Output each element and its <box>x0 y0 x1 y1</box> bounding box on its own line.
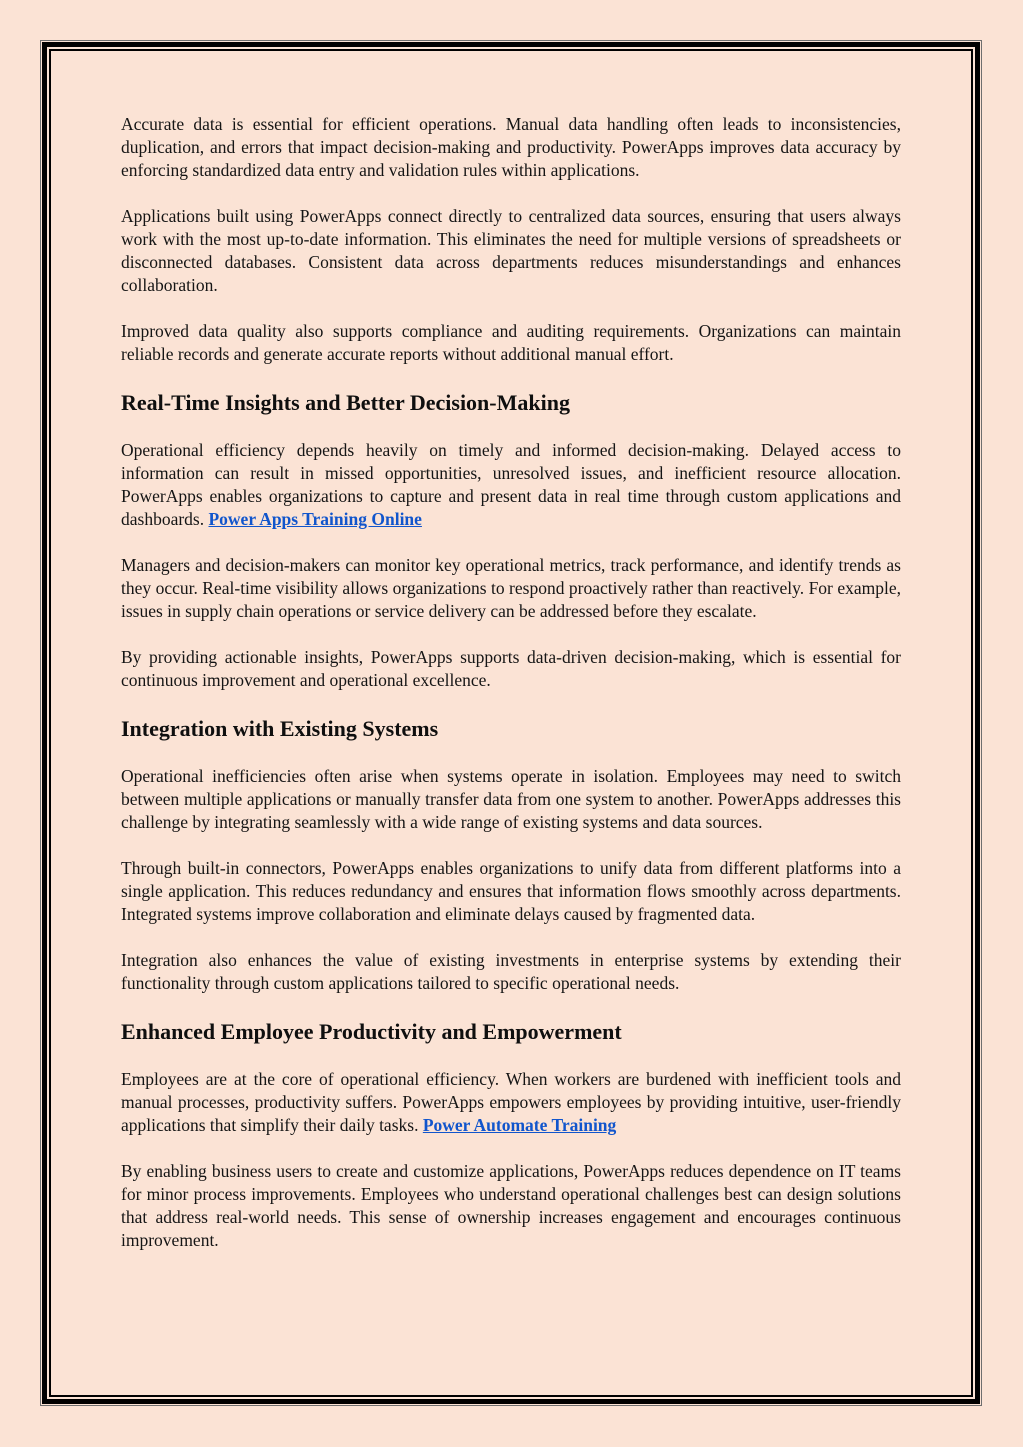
paragraph-realtime-1-text: Operational efficiency depends heavily on timely and informed decision-making. Delayed access to information can result in missed opportunities, unresolved issues, and inefficient resource allocation. PowerApps enables organizations to capture and present data in real time through custom applications and dashboards. <box>121 440 901 529</box>
paragraph-integration-2: Through built-in connectors, PowerApps enables organizations to unify data from different platforms into a single application. This reduces redundancy and ensures that information flows smoothly across departments. Integrated systems improve collaboration and eliminate delays caused by fragmented data. <box>121 858 901 924</box>
paragraph-integration-3: Integration also enhances the value of existing investments in enterprise systems by extending their functionality through custom applications tailored to specific operational needs. <box>121 950 901 993</box>
page-border-frame-thick <box>42 42 980 1404</box>
page-border-frame <box>40 40 982 1406</box>
paragraph-data-accuracy-3: Improved data quality also supports compliance and auditing requirements. Organizations can maintain reliable records and generate accurate reports without additional manual effort. <box>121 321 901 364</box>
link-power-automate-training[interactable]: Power Automate Training <box>422 1115 617 1135</box>
paragraph-realtime-2: Managers and decision-makers can monitor key operational metrics, track performance, and identify trends as they occur. Real-time visibility allows organizations to respond proactively rather than reactively. For example, issues in supply chain operations or service delivery can be addressed before they escalate. <box>121 555 901 621</box>
paragraph-realtime-1 <box>121 439 901 531</box>
paragraph-integration-1: Operational inefficiencies often arise when systems operate in isolation. Employees may need to switch between multiple applications or manually transfer data from one system to another. PowerApps addresses this challenge by integrating seamlessly with a wide range of existing systems and data sources. <box>121 766 901 832</box>
section-heading-integration: Integration with Existing Systems <box>121 716 439 741</box>
paragraph-productivity-1-text: Employees are at the core of operational efficiency. When workers are burdened with inefficient tools and manual processes, productivity suffers. PowerApps empowers employees by providing intuitive, user-friendly applications that simplify their daily tasks. <box>121 1069 901 1135</box>
paragraph-realtime-3: By providing actionable insights, PowerApps supports data-driven decision-making, which is essential for continuous improvement and operational excellence. <box>121 647 901 690</box>
section-heading-realtime-insights: Real-Time Insights and Better Decision-Making <box>121 390 570 415</box>
paragraph-productivity-1 <box>121 1068 901 1137</box>
section-heading-productivity: Enhanced Employee Productivity and Empowerment <box>121 1019 622 1044</box>
paragraph-data-accuracy-2: Applications built using PowerApps connect directly to centralized data sources, ensuring that users always work with the most up-to-date information. This eliminates the need for multiple versions of spreadsheets or disconnected databases. Consistent data across departments reduces misunderstandings and enhances collaboration. <box>121 206 901 295</box>
paragraph-productivity-2: By enabling business users to create and customize applications, PowerApps reduces dependence on IT teams for minor process improvements. Employees who understand operational challenges best can design solutions that address real-world needs. This sense of ownership increases engagement and encourages continuous improvement. <box>121 1161 901 1250</box>
link-power-apps-training-online[interactable]: Power Apps Training Online <box>208 509 422 529</box>
paragraph-data-accuracy-1: Accurate data is essential for efficient operations. Manual data handling often leads to inconsistencies, duplication, and errors that impact decision-making and productivity. PowerApps improves data accuracy by enforcing standardized data entry and validation rules within applications. <box>121 114 901 180</box>
page-content-area <box>49 49 973 1397</box>
